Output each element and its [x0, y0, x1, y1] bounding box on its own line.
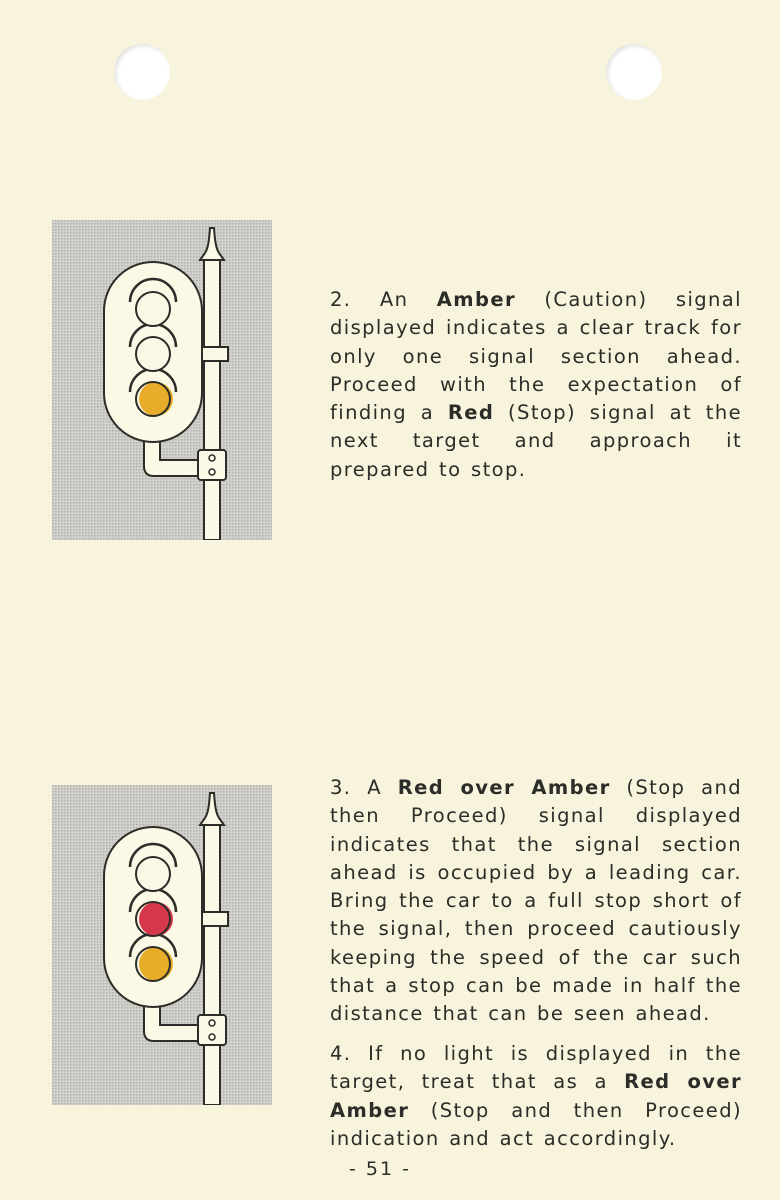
paragraph-red-over-amber-signal: 3. A Red over Amber (Stop and then Proceed) signal displayed indicates that the signal section ahead is occupied by a leading car. Bring the car to a full stop short of the signal, then proceed cautiously keeping the speed of the car such that a stop can be made in half the distance that can be seen ahead. — [330, 776, 742, 1026]
signal-illustration-red-over-amber — [52, 785, 272, 1105]
signal-pole — [204, 258, 220, 540]
lamp-bottom-amber — [139, 947, 173, 981]
term-amber: Amber — [436, 288, 516, 311]
term-red-over-amber: Red over Amber — [330, 1070, 742, 1122]
item-number: 3. — [330, 776, 352, 799]
lamp-middle-off — [136, 337, 170, 371]
signal-amber-svg — [52, 220, 272, 540]
page-number: - 51 - — [349, 1158, 411, 1180]
paragraph-no-light: 4. If no light is displayed in the target, treat that as a Red over Amber (Stop and then Proceed) indication and act accordingly. — [330, 1042, 743, 1150]
lamp-top-off — [136, 292, 170, 326]
signal-illustration-amber — [52, 220, 272, 540]
term-red: Red — [447, 401, 495, 425]
lamp-middle-red — [139, 902, 173, 936]
lamp-top-off — [136, 857, 170, 891]
lamp-bottom-amber — [139, 382, 173, 416]
item-number: 4. — [330, 1042, 352, 1065]
signal-pole — [204, 823, 220, 1105]
paragraph-amber-signal: 2. An Amber (Caution) signal displayed indicates a clear track for only one signal section ahead. Proceed with the expectation of finding a Red (Stop) signal at the next target and approach it prepared to stop. — [330, 288, 742, 481]
binder-hole-right — [606, 44, 662, 100]
item-number: 2. — [330, 288, 352, 311]
signal-red-over-amber-svg — [52, 785, 272, 1105]
binder-hole-left — [114, 44, 170, 100]
term-red-over-amber: Red over Amber — [397, 776, 611, 799]
